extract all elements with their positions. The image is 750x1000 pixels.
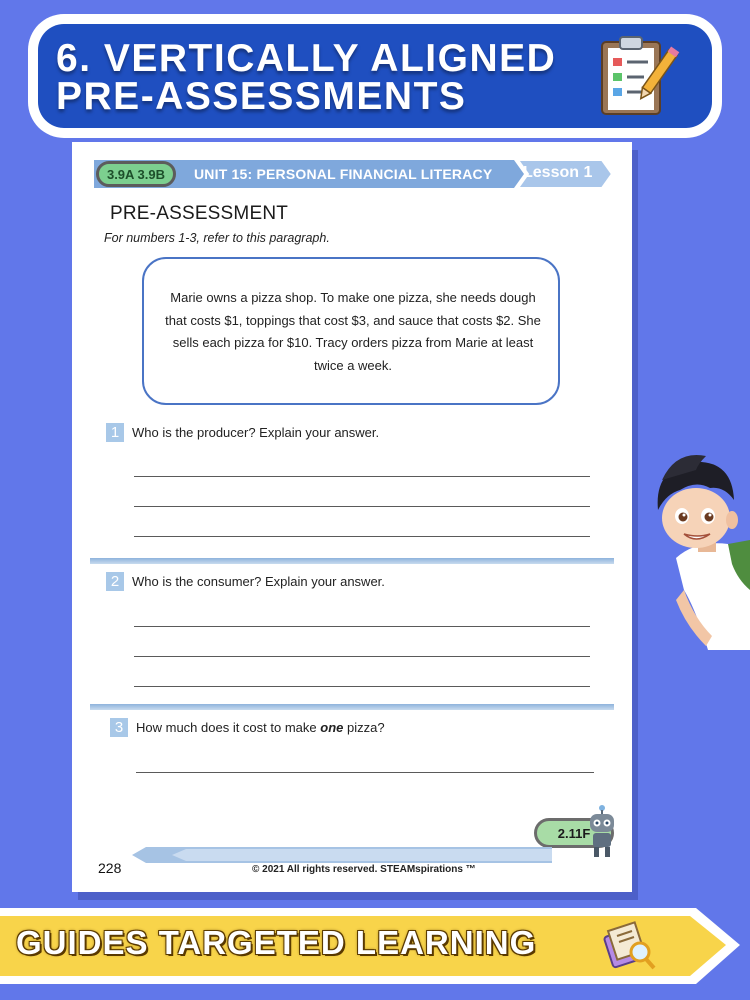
clipboard-checklist-icon	[598, 34, 680, 118]
lesson-label: Lesson 1	[523, 164, 593, 181]
standards-pill: 3.9A 3.9B	[96, 161, 176, 187]
answer-line[interactable]	[134, 476, 590, 477]
question-text-3-start: How much does it cost to make	[136, 720, 321, 735]
bottom-banner-text: GUIDES TARGETED LEARNING	[16, 924, 537, 961]
section-title: PRE-ASSESSMENT	[110, 203, 289, 224]
header-title-line2: PRE-ASSESSMENTS	[56, 75, 467, 118]
paragraph-box	[142, 257, 560, 405]
question-number-2: 2	[106, 572, 124, 591]
footer-arrow-bar	[132, 846, 552, 864]
question-number-1: 1	[106, 423, 124, 442]
unit-title: UNIT 15: PERSONAL FINANCIAL LITERACY	[194, 166, 493, 182]
copyright-text: © 2021 All rights reserved. STEAMspirations ™	[252, 864, 476, 875]
question-text-3	[136, 720, 385, 735]
page-number: 228	[98, 860, 122, 876]
worksheet-page	[72, 142, 632, 892]
robot-mascot-icon	[584, 804, 620, 860]
answer-line[interactable]	[134, 536, 590, 537]
scroll-magnifier-icon	[598, 914, 660, 976]
answer-line[interactable]	[134, 626, 590, 627]
question-text-3-emphasis: one	[320, 720, 344, 735]
question-text-1: Who is the producer? Explain your answer.	[132, 425, 380, 440]
question-text-3-end: pizza?	[343, 720, 385, 735]
question-number-3: 3	[110, 718, 128, 737]
question-divider	[90, 558, 614, 564]
answer-line[interactable]	[134, 686, 590, 687]
answer-line[interactable]	[134, 506, 590, 507]
question-text-2: Who is the consumer? Explain your answer.	[132, 574, 385, 589]
answer-line[interactable]	[134, 656, 590, 657]
boy-character-illustration	[636, 440, 750, 650]
answer-line[interactable]	[136, 772, 594, 773]
header-title-line1: 6. VERTICALLY ALIGNED	[56, 37, 557, 80]
instruction-text: For numbers 1-3, refer to this paragraph.	[104, 231, 330, 245]
aligned-standard-badge: 2.11F	[534, 818, 614, 848]
paragraph-text: Marie owns a pizza shop. To make one pizza, she needs dough that costs $1, toppings that cost $3, and sauce that costs $2. She sells each pizza for $10. Tracy orders pizza from Marie at least twice a week.	[165, 290, 541, 373]
header-title	[56, 37, 586, 118]
question-divider	[90, 704, 614, 710]
